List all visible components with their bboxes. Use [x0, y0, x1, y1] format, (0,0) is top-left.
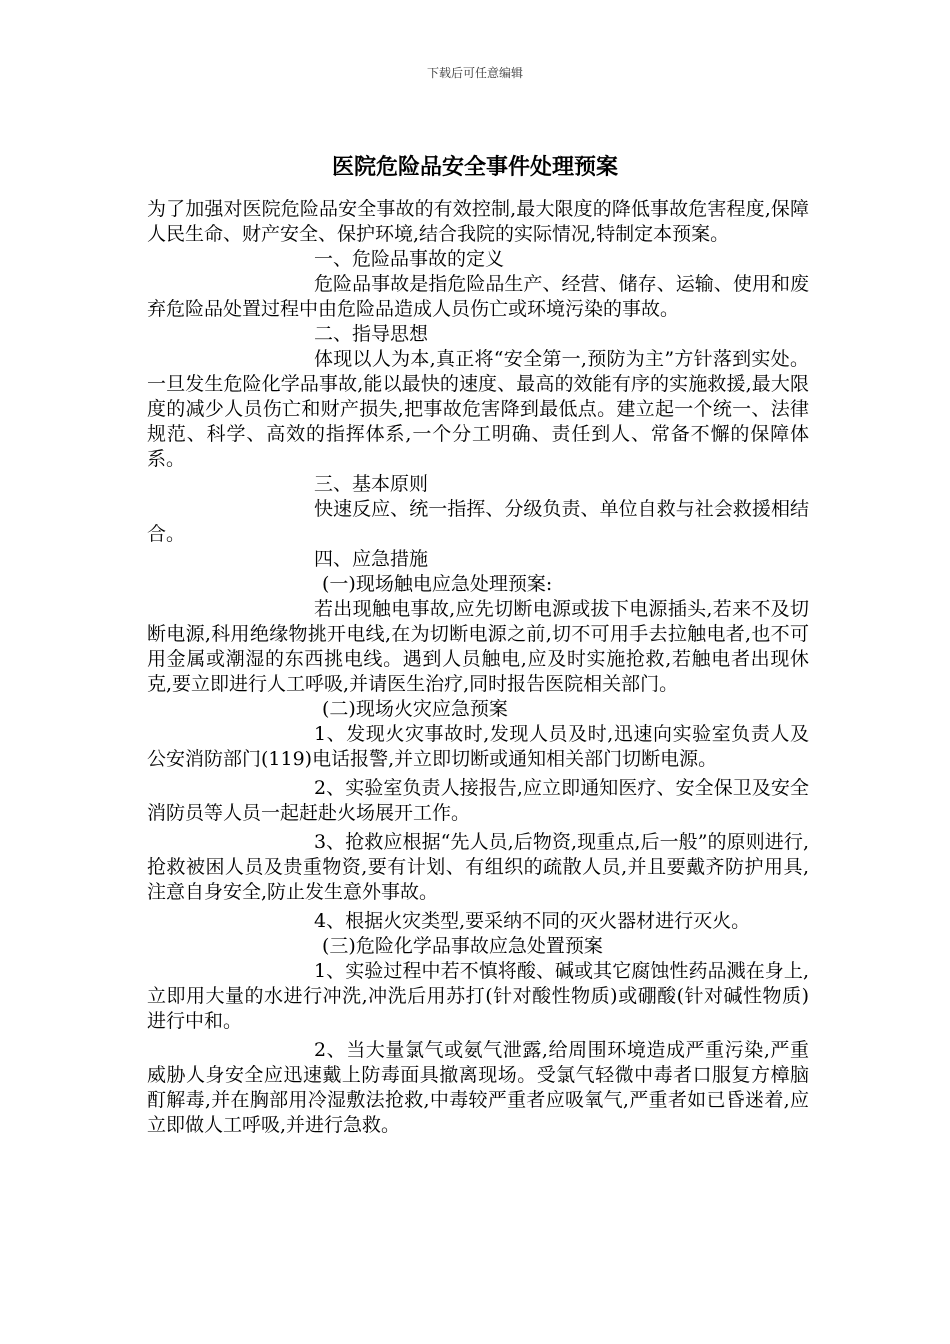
section-heading-measures: 四、应急措施 — [314, 548, 429, 570]
subsection-heading-fire: (二)现场火灾应急预案 — [322, 698, 508, 720]
definition-paragraph: 危险品事故是指危险品生产、经营、储存、运输、使用和废弃危险品处置过程中由危险品造成人员伤亡或环境污染的事故。 — [147, 273, 809, 320]
intro-paragraph: 为了加强对医院危险品安全事故的有效控制,最大限度的降低事故危害程度,保障人民生命、财产安全、保护环境,结合我院的实际情况,特制定本预案。 — [147, 198, 809, 245]
header-note: 下载后可任意编辑 — [426, 66, 523, 80]
subsection-heading-electric-shock: (一)现场触电应急处理预案: — [322, 573, 553, 595]
fire-item-4: 4、根据火灾类型,要采纳不同的灭火器材进行灭火。 — [314, 910, 751, 932]
section-heading-definition: 一、危险品事故的定义 — [314, 248, 505, 270]
section-heading-principles: 三、基本原则 — [314, 473, 429, 495]
electric-shock-paragraph: 若出现触电事故,应先切断电源或拔下电源插头,若来不及切断电源,科用绝缘物挑开电线,在为切断电源之前,切不可用手去拉触电者,也不可用金属或潮湿的东西挑电线。遇到人员触电,应及时实施抢救,若触电者出现休克,要立即进行人工呼吸,并请医生治疗,同时报告医院相关部门。 — [147, 598, 809, 695]
section-heading-guiding-thought: 二、指导思想 — [314, 323, 429, 345]
fire-item-3: 3、抢救应根据“先人员,后物资,现重点,后一般”的原则进行,抢救被困人员及贵重物资,要有计划、有组织的疏散人员,并且要戴齐防护用具,注意自身安全,防止发生意外事故。 — [147, 831, 809, 903]
chemical-item-2: 2、当大量氯气或氨气泄露,给周围环境造成严重污染,严重威胁人身安全应迅速戴上防毒面具撤离现场。受氯气轻微中毒者口服复方樟脑酊解毒,并在胸部用冷湿敷法抢救,中毒较严重者应吸氧气,严重者如已昏迷着,应立即做人工呼吸,并进行急救。 — [147, 1039, 809, 1136]
document-body — [147, 197, 809, 1138]
fire-item-2: 2、实验室负责人接报告,应立即通知医疗、安全保卫及安全消防员等人员一起赶赴火场展开工作。 — [147, 777, 809, 824]
guiding-thought-paragraph: 体现以人为本,真正将“安全第一,预防为主”方针落到实处。一旦发生危险化学品事故,能以最快的速度、最高的效能有序的实施救援,最大限度的减少人员伤亡和财产损失,把事故危害降到最低点。建立起一个统一、法律规范、科学、高效的指挥体系,一个分工明确、责任到人、常备不懈的保障体系。 — [147, 348, 809, 470]
chemical-item-1: 1、实验过程中若不慎将酸、碱或其它腐蚀性药品溅在身上,立即用大量的水进行冲洗,冲洗后用苏打(针对酸性物质)或硼酸(针对碱性物质)进行中和。 — [147, 960, 809, 1032]
document-title: 医院危险品安全事件处理预案 — [331, 154, 618, 180]
fire-item-1: 1、发现火灾事故时,发现人员及时,迅速向实验室负责人及公安消防部门(119)电话报警,并立即切断或通知相关部门切断电源。 — [147, 723, 809, 770]
principles-paragraph: 快速反应、统一指挥、分级负责、单位自救与社会救援相结合。 — [147, 498, 809, 545]
subsection-heading-chemical: (三)危险化学品事故应急处置预案 — [322, 935, 603, 957]
